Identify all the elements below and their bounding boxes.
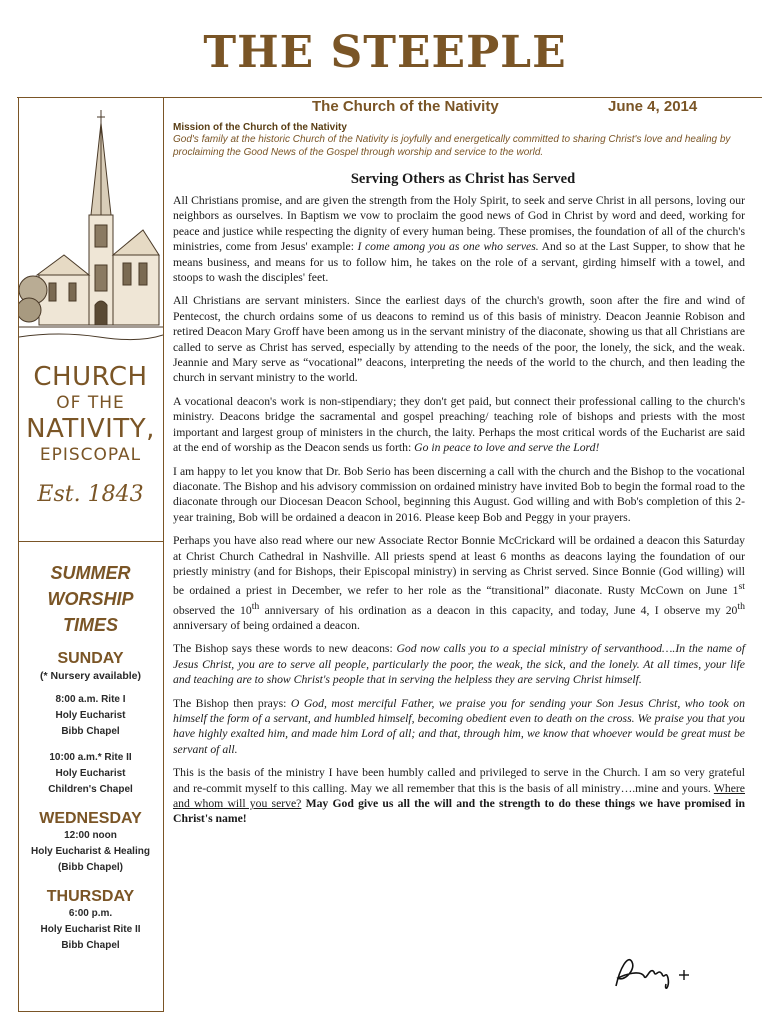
thursday-place: Bibb Chapel — [61, 940, 120, 951]
sidebar-divider — [18, 541, 164, 542]
sunday-heading: SUNDAY — [57, 650, 124, 667]
church-name-line1: CHURCH — [33, 362, 148, 392]
sunday-service2-name: Holy Eucharist — [55, 768, 126, 779]
thursday-name: Holy Eucharist Rite II — [40, 924, 141, 935]
established-date: Est. 1843 — [37, 482, 144, 507]
church-drawing-image — [19, 105, 163, 355]
signature-image — [610, 948, 705, 993]
paragraph-5: Perhaps you have also read where our new Associate Rector Bonnie McCrickard will be ordained a deacon this Saturday at Christ Church Cathedral in Nashville. All priests spend at least 6 months as deacons laying the foundation of our priestly ministry (and for Bishops, their Episcopal ministry) in serving as Christ served. Since Bonnie (God willing) will be ordained a priest in December, we refer to her role as the “transitional” diaconate. Rusty McCown on June 1st observed the 10th anniversary of his ordination as a deacon in this capacity, and today, June 4, I observe my 20th anniversary of being ordained a deacon. — [173, 534, 745, 632]
worship-heading-2: WORSHIP — [47, 589, 134, 609]
wednesday-time: 12:00 noon — [64, 830, 117, 841]
article-title: Serving Others as Christ has Served — [350, 171, 576, 187]
sunday-service1-name: Holy Eucharist — [55, 710, 126, 721]
thursday-time: 6:00 p.m. — [68, 908, 113, 919]
masthead-title: THE STEEPLE — [203, 27, 567, 78]
wednesday-name: Holy Eucharist & Healing — [31, 846, 150, 857]
worship-heading-1: SUMMER — [50, 563, 131, 583]
wednesday-heading: WEDNESDAY — [39, 810, 142, 827]
paragraph-8: This is the basis of the ministry I have been humbly called and privileged to serve in the Church. I am so very grateful and re-commit myself to this calling. May we all remember that this is the basis of all ministry….mine and yours. Where and whom will you serve? May God give us all the will and the strength to do these things we have promised in Christ's name! — [173, 766, 746, 826]
nursery-note: (* Nursery available) — [40, 670, 141, 682]
church-name-line3: NATIVITY, — [26, 414, 155, 444]
mission-block — [173, 122, 753, 159]
wednesday-place: (Bibb Chapel) — [58, 862, 123, 873]
paragraph-4: I am happy to let you know that Dr. Bob Serio has been discerning a call with the church and the Bishop to the vocational diaconate. The Bishop and his advisory commission on ordained ministry have invited Bob to begin the formal road to the diaconate through our Diocesan Deacon School, beginning this August. God willing and with Bob's completion of this 2-year training, Bob will be ordained a deacon in 2016. Please keep Bob and Peggy in your prayers. — [173, 464, 745, 524]
mission-text: God's family at the historic Church of the Nativity is joyfully and energetically committed to sharing Christ's love and healing by proclaiming the Good News of the Gospel through worship and service to the world. — [173, 134, 731, 158]
church-name-block — [18, 362, 163, 507]
header-church-name: The Church of the Nativity — [312, 98, 499, 115]
church-name-line2: OF THE — [56, 393, 125, 413]
sunday-service2-time: 10:00 a.m.* Rite II — [49, 752, 132, 763]
paragraph-3: A vocational deacon's work is non-stipendiary; they don't get paid, but connect their professional calling to the church's ministry. Deacons bridge the sacramental and gospel preaching/ teaching role of bishops and priests with the most important and largest group of ministers in the church, the laity. Perhaps the most critical words of the Eucharist are said at the end of worship as the Deacon sends us forth: Go in peace to love and serve the Lord! — [173, 394, 745, 455]
sunday-service1-place: Bibb Chapel — [61, 726, 120, 737]
paragraph-1: All Christians promise, and are given the strength from the Holy Spirit, to seek and serve Christ in all persons, loving our neighbors as ourselves. In Baptism we vow to proclaim the good news of God in Christ by word and deed, working for peace and justice while respecting the dignity of every human being. These promises, the foundation of all of the church's ministries, come from Jesus' example: I come among you as one who serves. And so at the Last Supper, to show that he means business, and means for us to follow him, he takes on the role of a servant, girding himself with a towel, and stoops to wash the disciples' feet. — [173, 194, 745, 285]
paragraph-2: All Christians are servant ministers. Since the earliest days of the church's growth, soon after the fire and wind of Pentecost, the church ordains some of us deacons to remind us of this basis of ministry. Deacon Jeannie Robison and retired Deacon Mary Groff have been among us in the servant ministry of the diaconate, showing us that all Christians are called to serve as Christ has served, especially by attending to the needs of the poor, the lonely, the sick, and the weak. Jeannie and Mary serve as “vocational” deacons, interpreting the needs of the world to the church, and then leading the church in servant ministry to the world. — [173, 294, 745, 385]
paragraph-7: The Bishop then prays: O God, most merciful Father, we praise you for sending your Son Jesus Christ, who took on himself the form of a servant, and humbled himself, becoming obedient even to death on the cross. We praise you that you have highly exalted him, and made him Lord of all; and that, through him, we know that whoever would be great must be servant of all. — [173, 696, 745, 756]
mission-title: Mission of the Church of the Nativity — [173, 122, 347, 133]
thursday-heading: THURSDAY — [46, 888, 135, 905]
article-body — [173, 193, 745, 835]
header-date: June 4, 2014 — [608, 98, 698, 115]
sunday-service2-place: Children's Chapel — [48, 784, 133, 795]
worship-times — [18, 560, 163, 954]
paragraph-6: The Bishop says these words to new deacons: God now calls you to a special ministry of servanthood….In the name of Jesus Christ, you are to serve all people, particularly the poor, the weak, the sick, and the lonely. At all times, your life and teaching are to show Christ's people that in serving the helpless they are serving Christ himself. — [173, 642, 745, 687]
worship-heading-3: TIMES — [62, 615, 118, 635]
sunday-service1-time: 8:00 a.m. Rite I — [55, 694, 126, 705]
church-name-line4: EPISCOPAL — [39, 445, 142, 465]
